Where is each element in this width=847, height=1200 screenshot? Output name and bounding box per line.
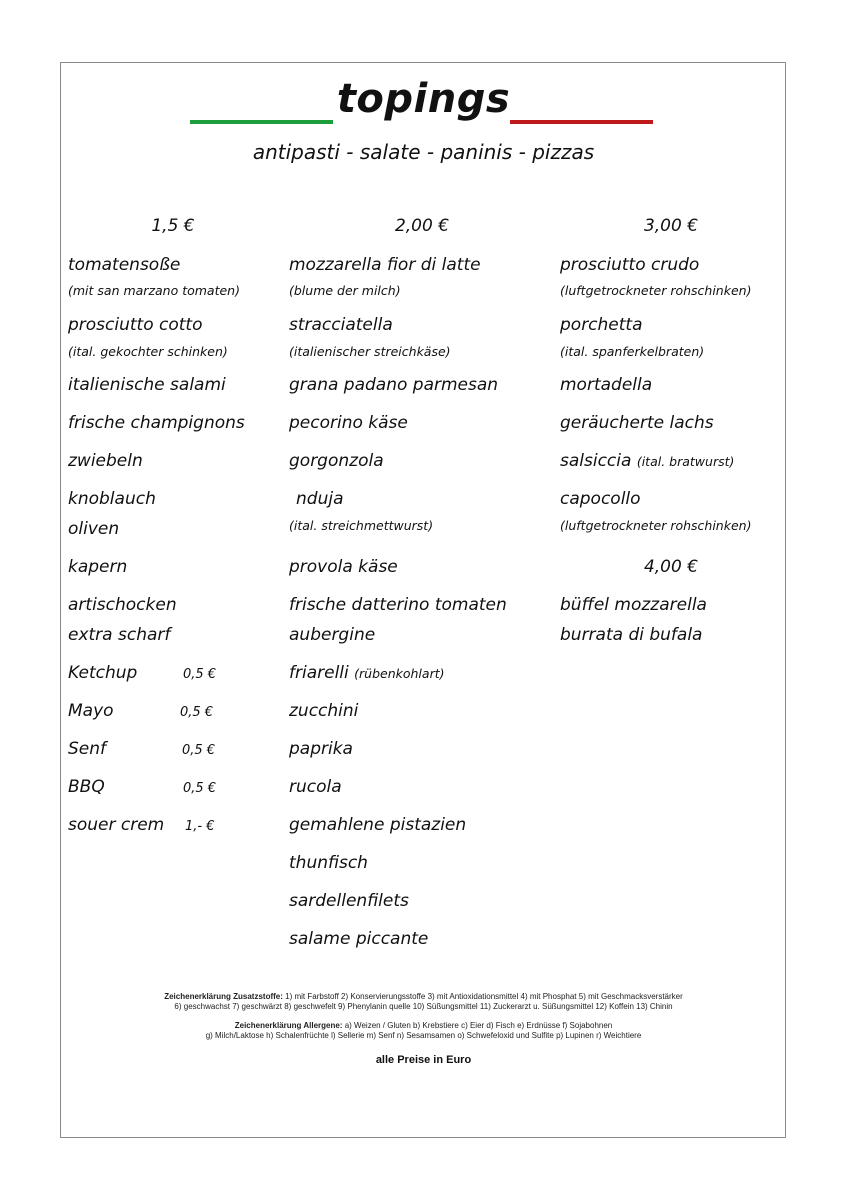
menu-item-description: (ital. gekochter schinken) <box>68 344 228 359</box>
menu-item-description: (mit san marzano tomaten) <box>68 283 240 298</box>
page-subtitle: antipasti - salate - paninis - pizzas <box>252 140 595 164</box>
extra-item: souer crem <box>68 815 165 835</box>
menu-item: salame piccante <box>289 929 429 949</box>
allergens-legend-label: Zeichenerklärung Allergene: <box>234 1021 343 1030</box>
menu-item: pecorino käse <box>289 413 408 433</box>
additives-legend-label: Zeichenerklärung Zusatzstoffe: <box>164 992 283 1001</box>
menu-item: geräucherte lachs <box>560 413 714 433</box>
menu-item: knoblauch <box>68 489 156 509</box>
menu-item: kapern <box>68 557 128 577</box>
price-header-col3: 3,00 € <box>643 216 699 236</box>
menu-item: stracciatella <box>289 315 393 335</box>
menu-item: prosciutto crudo <box>560 255 700 275</box>
menu-item: frische champignons <box>68 413 245 433</box>
menu-item-description: (blume der milch) <box>289 283 401 298</box>
menu-item: mozzarella fior di latte <box>289 255 481 275</box>
menu-item: extra scharf <box>68 625 171 645</box>
menu-item: rucola <box>289 777 342 797</box>
menu-item-description: (ital. streichmettwurst) <box>289 518 434 533</box>
extra-price: 0,5 € <box>183 781 217 796</box>
price-currency-note: alle Preise in Euro <box>375 1054 472 1066</box>
menu-item: sardellenfilets <box>289 891 409 911</box>
menu-item <box>560 451 734 471</box>
price-header-col1: 1,5 € <box>151 216 195 236</box>
extra-item: BBQ <box>68 777 105 797</box>
menu-item: gorgonzola <box>289 451 384 471</box>
menu-item: aubergine <box>289 625 376 645</box>
menu-item-description: (rübenkohlart) <box>354 666 445 681</box>
extra-item: Ketchup <box>68 663 138 683</box>
green-rule <box>190 120 333 124</box>
menu-item: artischocken <box>68 595 177 615</box>
menu-item-description: (luftgetrockneter rohschinken) <box>560 283 752 298</box>
menu-item: prosciutto cotto <box>68 315 203 335</box>
menu-item-description: (italienischer streichkäse) <box>289 344 451 359</box>
extra-price: 0,5 € <box>183 667 217 682</box>
extra-price: 0,5 € <box>182 743 216 758</box>
menu-item <box>289 663 445 683</box>
page-title: topings <box>336 76 511 122</box>
menu-item-description: (luftgetrockneter rohschinken) <box>560 518 752 533</box>
menu-item: porchetta <box>560 315 643 335</box>
additives-legend <box>0 992 847 1012</box>
menu-item: provola käse <box>289 557 398 577</box>
menu-item: paprika <box>289 739 353 759</box>
menu-item: zucchini <box>289 701 359 721</box>
price-header-col3-second: 4,00 € <box>643 557 699 577</box>
menu-item: mortadella <box>560 375 653 395</box>
extra-item: Mayo <box>68 701 114 721</box>
red-rule <box>510 120 653 124</box>
menu-item-description: (ital. bratwurst) <box>636 454 735 469</box>
menu-item-name: salsiccia <box>560 451 632 471</box>
additives-legend-text: 6) geschwachst 7) geschwärzt 8) geschwefelt 9) Phenylanin quelle 10) Süßungsmittel 11) Zuckerarzt u. Süßungsmittel 12) Koffein 13) Chinin <box>174 1002 673 1011</box>
menu-item-description: (ital. spanferkelbraten) <box>560 344 705 359</box>
menu-item: büffel mozzarella <box>560 595 707 615</box>
menu-item: burrata di bufala <box>560 625 703 645</box>
extra-item: Senf <box>68 739 107 759</box>
menu-item: tomatensoße <box>68 255 181 275</box>
allergens-legend-text: g) Milch/Laktose h) Schalenfrüchte l) Sellerie m) Senf n) Sesamsamen o) Schwefeloxid und Sulfite p) Lupinen r) Weichtiere <box>205 1031 642 1040</box>
menu-item: thunfisch <box>289 853 368 873</box>
menu-item: capocollo <box>560 489 641 509</box>
allergens-legend <box>0 1021 847 1041</box>
menu-item: grana padano parmesan <box>289 375 499 395</box>
menu-item: oliven <box>68 519 120 539</box>
menu-item-name: friarelli <box>289 663 349 683</box>
extra-price: 0,5 € <box>180 705 214 720</box>
extra-price: 1,- € <box>185 819 215 834</box>
menu-item: frische datterino tomaten <box>289 595 507 615</box>
price-header-col2: 2,00 € <box>394 216 450 236</box>
menu-item: gemahlene pistazien <box>289 815 467 835</box>
additives-legend-text: 1) mit Farbstoff 2) Konservierungsstoffe 3) mit Antioxidationsmittel 4) mit Phosphat 5) mit Geschmacksverstärker <box>285 992 683 1001</box>
menu-item: zwiebeln <box>68 451 143 471</box>
allergens-legend-text: a) Weizen / Gluten b) Krebstiere c) Eier d) Fisch e) Erdnüsse f) Sojabohnen <box>344 1021 613 1030</box>
menu-item: nduja <box>296 489 344 509</box>
menu-item: italienische salami <box>68 375 226 395</box>
